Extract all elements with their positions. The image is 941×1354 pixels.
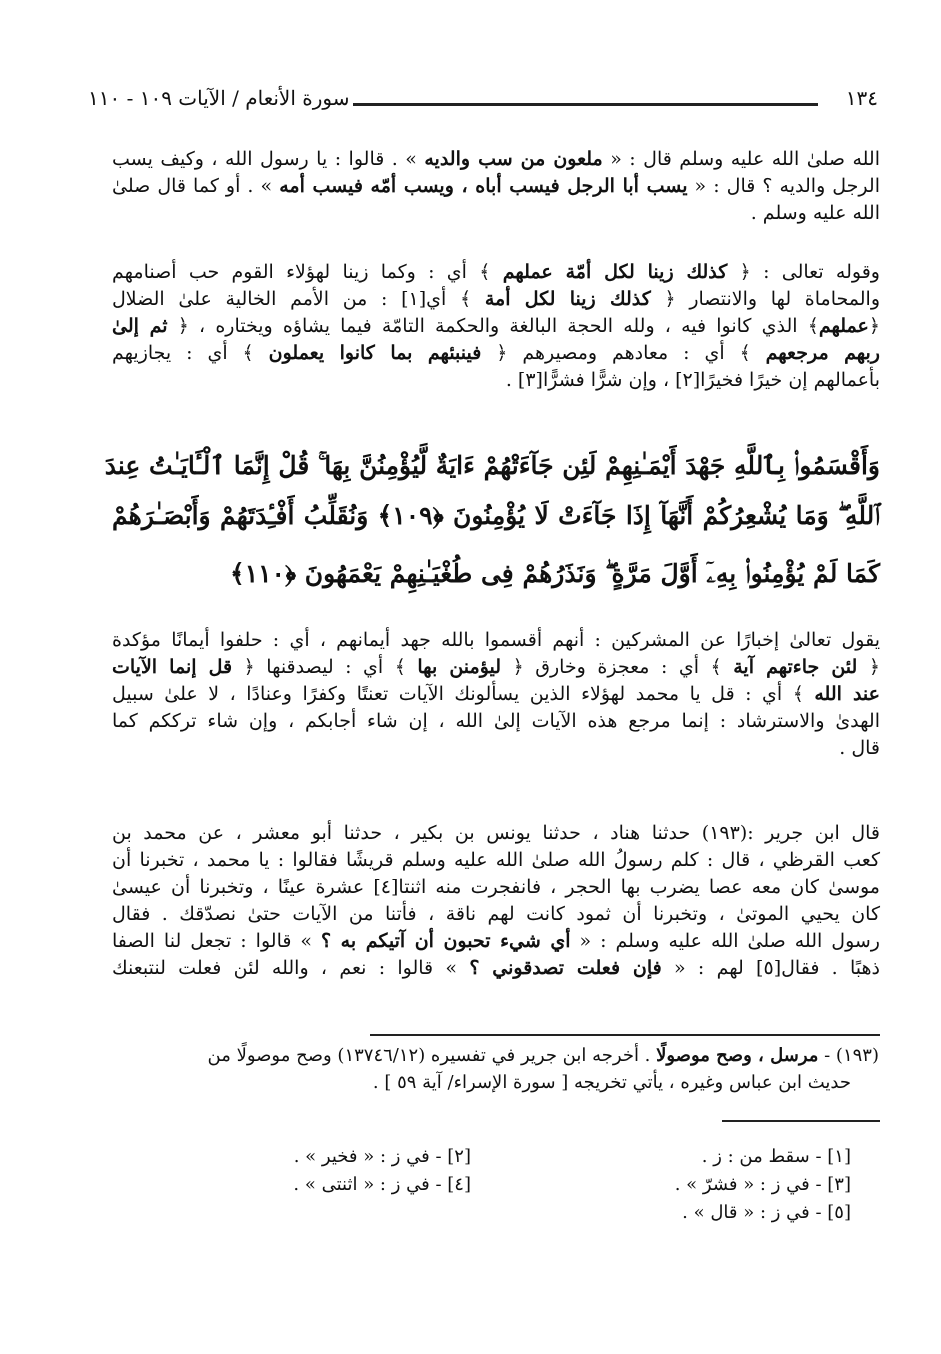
- text-segment: والمحاماة لها والانتصار ﴿: [650, 288, 880, 310]
- footnote-line: [208, 1044, 879, 1068]
- text-line: [112, 200, 880, 226]
- bold-quote: فينبئهم بما كانوا يعملون: [268, 342, 482, 364]
- bold-quote: ملعون من سب والديه: [424, 148, 603, 170]
- text-segment: » . أو كما قال صلىٰ: [112, 175, 280, 197]
- quran-verse-line: ٱللَّهِ ۖ وَمَا يُشْعِرُكُمْ أَنَّهَآ إِذَا جَآءَتْ لَا يُؤْمِنُونَ ﴿١٠٩﴾ وَنُقَلِّبُ أَفْـِٔدَتَهُمْ وَأَبْصَـٰرَهُمْ: [112, 501, 880, 530]
- text-segment: بأعمالهم إن خيرًا فخيرًا[٢] ، وإن شرًّا فشرًّا[٣] .: [505, 369, 880, 391]
- quran-verse-line: وَأَقْسَمُوا۟ بِٱللَّهِ جَهْدَ أَيْمَـٰنِهِمْ لَئِن جَآءَتْهُمْ ءَايَةٌ لَّيُؤْمِنُنَّ بِهَا ۚ قُلْ إِنَّمَا ٱلْـَٔايَـٰتُ عِندَ: [104, 451, 880, 480]
- bold-quote: ثم إلىٰ: [112, 315, 168, 337]
- running-header: [88, 86, 878, 116]
- text-line: [112, 681, 880, 707]
- text-segment: ﴾ أي : قل يا محمد لهؤلاء الذين يسألونك الآيات تعنتًا وكفرًا وعنادًا ، لا علىٰ سبيل: [112, 683, 815, 705]
- text-segment: ﴾ أي[١] : من الأمم الخالية علىٰ الضلال: [112, 288, 485, 310]
- text-line: [112, 847, 880, 873]
- variant-note: [٢] - في ز : « فخير » .: [293, 1146, 471, 1167]
- text-line: [112, 654, 880, 680]
- text-segment: قال .: [839, 737, 880, 759]
- text-segment: كعب القرظي ، قال : كلم رسولُ الله صلىٰ الله عليه وسلم قريشًا فقالوا : يا محمد ، تخبرنا أن: [112, 849, 880, 871]
- text-segment: حديث ابن عباس وغيره ، يأتي تخريجه [ سورة الإسراء/ آية ٥٩ ] .: [372, 1072, 851, 1093]
- text-segment: موسىٰ كان معه عصا يضرب بها الحجر ، فانفجرت منه اثنتا[٤] عشرة عينًا ، وتخبرنا أن عيسىٰ: [112, 876, 880, 898]
- text-segment: ﴾ أي : معادهم ومصيرهم ﴿: [481, 342, 766, 364]
- text-segment: ﴾ أي : ليصدقنها ﴿: [232, 656, 418, 678]
- text-segment: » قالوا : نعم ، والله لئن فعلت لنتبعنك: [112, 957, 470, 979]
- bold-quote: لئن جاءتهم آية: [733, 656, 858, 678]
- page-number: ١٣٤: [845, 86, 878, 110]
- text-segment: وقوله تعالى : ﴿: [727, 261, 880, 283]
- bold-quote: أي شيء تحبون أن آتيكم به ؟: [321, 930, 571, 952]
- variant-notes-rule: [722, 1120, 880, 1122]
- text-line: [112, 367, 880, 393]
- text-line: [112, 313, 880, 339]
- bold-quote: عملهم: [818, 315, 869, 337]
- text-segment: ﴿: [857, 656, 880, 678]
- text-segment: كان يحيي الموتىٰ ، وتخبرنا أن ثمود كانت لهم ناقة ، فأتنا من الآيات حتىٰ نصدّقك . فقال: [112, 903, 880, 925]
- text-segment: يقول تعالىٰ إخبارًا عن المشركين : أنهم أقسموا بالله جهد أيمانهم ، أي : حلفوا أيمانًا مؤكدة: [112, 629, 880, 651]
- bold-quote: قل إنما الآيات: [112, 656, 233, 678]
- text-segment: ﴾ الذي كانوا فيه ، ولله الحجة البالغة والحكمة التامّة فيما يشاؤه ويختاره ، ﴿: [167, 315, 819, 337]
- text-line: [112, 173, 880, 199]
- text-line: [112, 146, 880, 172]
- text-line: [112, 820, 880, 846]
- header-rule: [353, 103, 818, 106]
- variant-note: [٥] - في ز : « قال » .: [682, 1202, 851, 1223]
- bold-quote: كذلك زينا لكل أمّة عملهم: [502, 261, 728, 283]
- text-segment: الله صلىٰ الله عليه وسلم قال : «: [602, 148, 881, 170]
- text-segment: ﴿: [868, 315, 880, 337]
- text-line: [112, 928, 880, 954]
- bold-quote: فإن فعلت تصدقوني ؟: [469, 957, 662, 979]
- text-segment: . أخرجه ابن جرير في تفسيره (١٣٧٤٦/١٢) وصح موصولًا من: [207, 1045, 657, 1066]
- text-segment: (١٩٣) -: [818, 1045, 879, 1066]
- text-line: [112, 627, 880, 653]
- text-line: [112, 901, 880, 927]
- text-segment: ذهبًا . فقال[٥] لهم : «: [661, 957, 880, 979]
- text-segment: الرجل والديه ؟ قال : «: [687, 175, 880, 197]
- text-line: [112, 340, 880, 366]
- text-segment: الله عليه وسلم .: [750, 202, 880, 224]
- text-line: [112, 874, 880, 900]
- text-segment: ﴾ أي : وكما زينا لهؤلاء القوم حب أصنامهم: [112, 261, 503, 283]
- bold-quote: ربهم مرجعهم: [765, 342, 880, 364]
- bold-grading: مرسل ، وصح موصولًا: [656, 1045, 819, 1066]
- variant-note: [١] - سقط من : ز .: [701, 1146, 851, 1167]
- variant-note: [٣] - في ز : « فشرّ » .: [674, 1174, 851, 1195]
- bold-quote: كذلك زينا لكل أمة: [484, 288, 651, 310]
- text-line: [112, 955, 880, 981]
- text-line: [112, 259, 880, 285]
- quran-verse-line: كَمَا لَمْ يُؤْمِنُوا۟ بِهِۦٓ أَوَّلَ مَرَّةٍ ۖ وَنَذَرُهُمْ فِى طُغْيَـٰنِهِمْ يَعْمَهُونَ ﴿١١٠﴾: [230, 559, 880, 588]
- bold-quote: يسب أبا الرجل فيسب أباه ، ويسب أمّه فيسب أمه: [279, 175, 688, 197]
- text-segment: قال ابن جرير :(١٩٣) حدثنا هناد ، حدثنا يونس بن بكير ، حدثنا أبو معشر ، عن محمد بن: [112, 822, 880, 844]
- text-segment: ﴾ أي : معجزة وخارق ﴿: [501, 656, 734, 678]
- text-line: [112, 735, 880, 761]
- text-segment: » قالوا : تجعل لنا الصفا: [112, 930, 322, 952]
- running-title: سورة الأنعام / الآيات ١٠٩ - ١١٠: [88, 86, 350, 110]
- text-line: [112, 286, 880, 312]
- bold-quote: عند الله: [814, 683, 881, 705]
- footnote-line: [373, 1071, 851, 1095]
- footnote-rule: [370, 1034, 880, 1036]
- bold-quote: ليؤمنن بها: [417, 656, 502, 678]
- text-segment: رسول الله صلىٰ الله عليه وسلم : «: [570, 930, 880, 952]
- text-segment: الهدىٰ والاسترشاد : إنما مرجع هذه الآيات إلىٰ الله ، إن شاء أجابكم ، وإن شاء ترككم كما: [112, 710, 880, 732]
- text-segment: ﴾ أي : يجازيهم: [112, 342, 269, 364]
- variant-note: [٤] - في ز : « اثنتى » .: [293, 1174, 471, 1195]
- text-segment: » . قالوا : يا رسول الله ، وكيف يسب: [112, 148, 425, 170]
- text-line: [112, 708, 880, 734]
